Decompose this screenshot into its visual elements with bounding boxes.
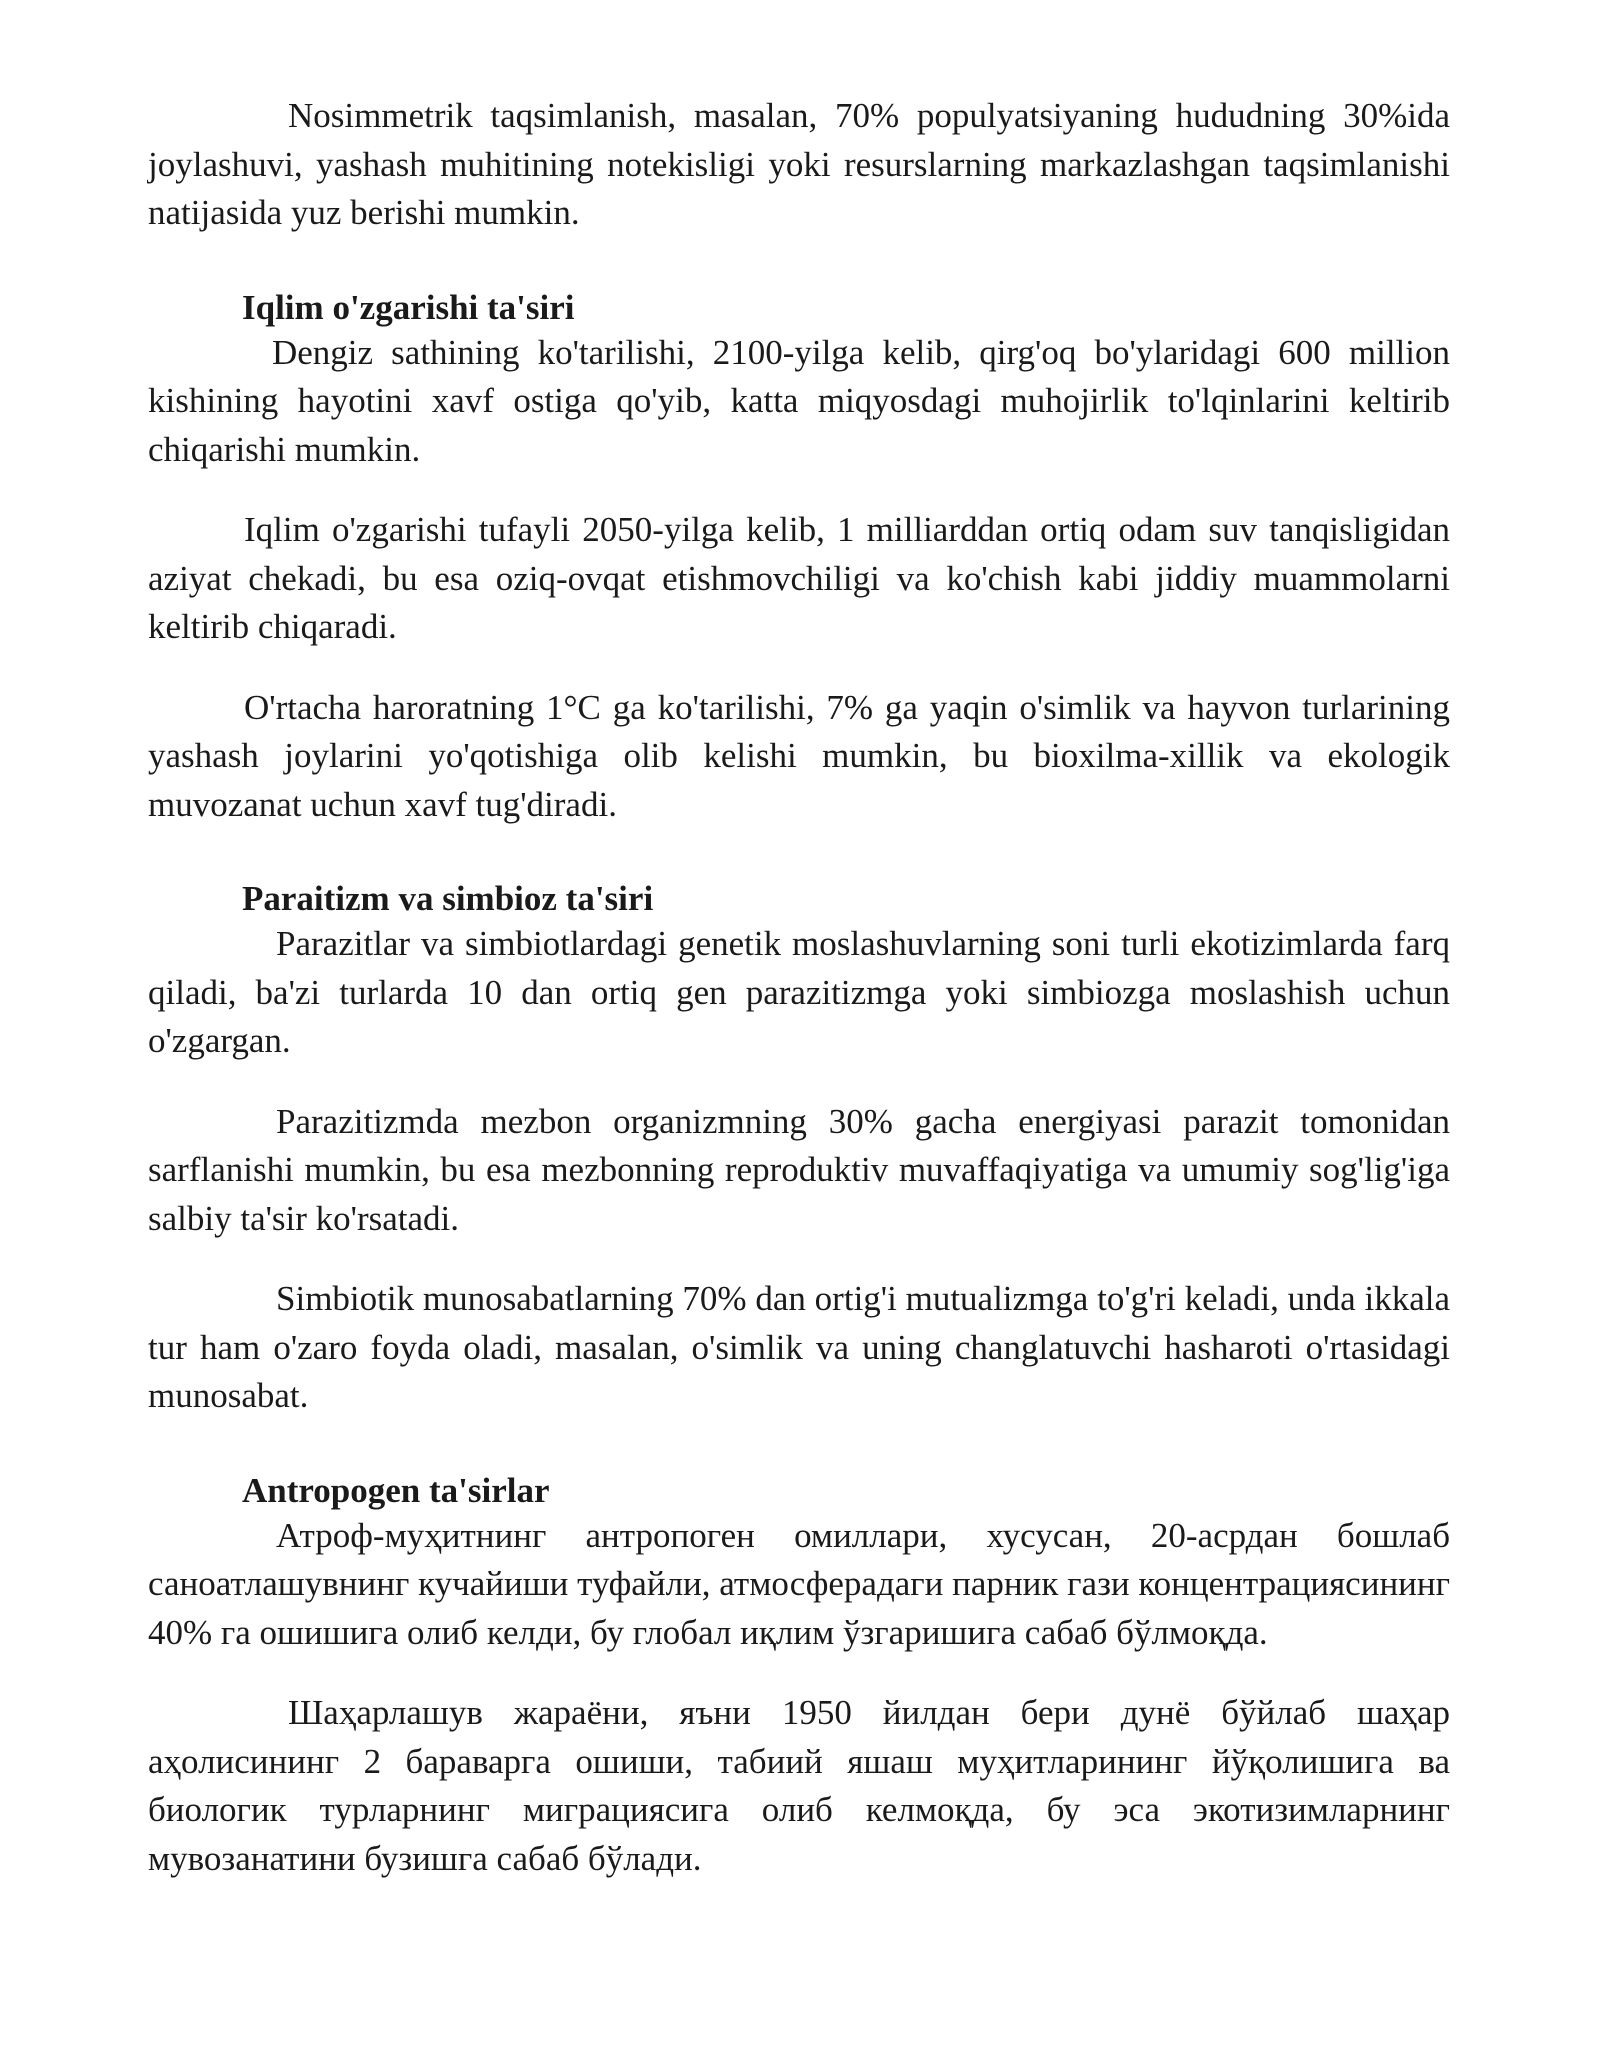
heading-anthropogenic-impacts: Antropogen ta'sirlar xyxy=(242,1470,550,1510)
paragraph-urbanization: Шаҳарлашув жараёни, яъни 1950 йилдан бери дунё бўйлаб шаҳар аҳолисининг 2 бараварга ошиши, табиий яшаш муҳитларининг йўқолишига ва биологик турларнинг миграциясига олиб келмоқда, бу эса экотизимларнинг мувозанатини бузишга сабаб бўлади. xyxy=(148,1693,1450,1878)
paragraph-genetic-adaptations: Parazitlar va simbiotlardagi genetik moslashuvlarning soni turli ekotizimlarda farq qiladi, ba'zi turlarda 10 dan ortiq gen parazitizmga yoki simbiozga moslashish uchun o'zgargan. xyxy=(148,924,1450,1060)
heading-parasitism-symbiosis: Paraitizm va simbioz ta'siri xyxy=(242,879,654,918)
paragraph-host-energy: Parazitizmda mezbon organizmning 30% gacha energiyasi parazit tomonidan sarflanishi mumkin, bu esa mezbonning reproduktiv muvaffaqiyatiga va umumiy sog'lig'iga salbiy ta'sir ko'rsatadi. xyxy=(148,1101,1450,1238)
document-page xyxy=(148,92,1450,1883)
paragraph-water-scarcity: Iqlim o'zgarishi tufayli 2050-yilga kelib, 1 milliarddan ortiq odam suv tanqisligidan aziyat chekadi, bu esa oziq-ovqat etishmovchiligi va ko'chish kabi jiddiy muammolarni keltirib chiqaradi. xyxy=(148,510,1450,646)
paragraph-asymmetric-distribution: Nosimmetrik taqsimlanish, masalan, 70% populyatsiyaning hududning 30%ida joylashuvi, yashash muhitining notekisligi yoki resurslarning markazlashgan taqsimlanishi natijasida yuz berishi mumkin. xyxy=(148,96,1450,232)
paragraph-greenhouse-gas: Атроф-муҳитнинг антропоген омиллари, хусусан, 20-асрдан бошлаб саноатлашувнинг кучайиши туфайли, атмосферадаги парник гази концентрациясининг 40% га ошишига олиб келди, бу глобал иқлим ўзгаришига сабаб бўлмоқда. xyxy=(148,1515,1450,1652)
paragraph-sea-level-rise: Dengiz sathining ko'tarilishi, 2100-yilga kelib, qirg'oq bo'ylaridagi 600 million kishining hayotini xavf ostiga qo'yib, katta miqyosdagi muhojirlik to'lqinlarini keltirib chiqarishi mumkin. xyxy=(148,332,1450,469)
paragraph-temperature-rise: O'rtacha haroratning 1°C ga ko'tarilishi, 7% ga yaqin o'simlik va hayvon turlarining yashash joylarini yo'qotishiga olib kelishi mumkin, bu bioxilma-xillik va ekologik muvozanat uchun xavf tug'diradi. xyxy=(148,687,1450,824)
heading-climate-change: Iqlim o'zgarishi ta'siri xyxy=(242,287,575,327)
paragraph-mutualism: Simbiotik munosabatlarning 70% dan ortig'i mutualizmga to'g'ri keladi, unda ikkala tur ham o'zaro foyda oladi, masalan, o'simlik va uning changlatuvchi hasharoti o'rtasidagi munosabat. xyxy=(148,1279,1450,1415)
